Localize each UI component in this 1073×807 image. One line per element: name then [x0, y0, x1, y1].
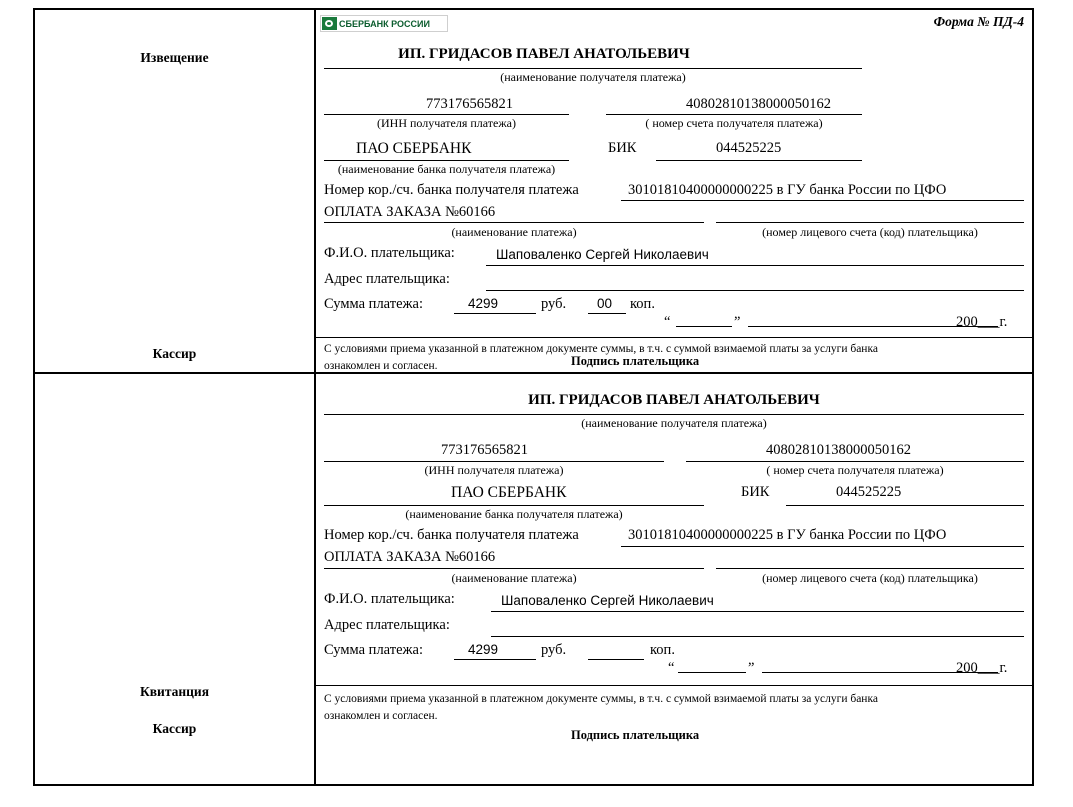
- date-quote-close-top: ”: [734, 314, 741, 330]
- agreement-line1-bottom: С условиями приема указанной в платежном документе суммы, в т.ч. с суммой взимаемой платы за услуги банка: [324, 693, 878, 705]
- payer-fio-value-top: Шаповаленко Сергей Николаевич: [496, 247, 709, 262]
- payment-name-rule-top: [324, 222, 704, 223]
- corr-account-rule-bottom: [621, 546, 1024, 547]
- account-caption-top: ( номер счета получателя платежа): [645, 116, 823, 130]
- amount-rub-rule-bottom: [454, 659, 536, 660]
- amount-kop-rule-bottom: [588, 659, 644, 660]
- sberbank-emblem-icon: [322, 17, 337, 30]
- payment-name-caption-top: (наименование платежа): [451, 225, 577, 239]
- payment-name-value-top: ОПЛАТА ЗАКАЗА №60166: [324, 204, 496, 220]
- payment-name-caption-bottom: (наименование платежа): [451, 571, 577, 585]
- bank-name-rule-top: [324, 160, 569, 161]
- payee-name-bottom: ИП. ГРИДАСОВ ПАВЕЛ АНАТОЛЬЕВИЧ: [528, 392, 820, 408]
- bank-name-caption-bottom: (наименование банка получателя платежа): [405, 507, 623, 521]
- amount-kop-rule-top: [588, 313, 626, 314]
- inn-caption-top: (ИНН получателя платежа): [377, 116, 516, 130]
- date-year-top: 200___г.: [956, 314, 1008, 330]
- cashier-label-top: Кассир: [152, 346, 197, 361]
- personal-account-caption-top: (номер лицевого счета (код) плательщика): [762, 225, 978, 239]
- inn-caption-bottom: (ИНН получателя платежа): [424, 463, 564, 477]
- date-day-rule-bottom: [678, 672, 746, 673]
- bank-name-rule-bottom: [324, 505, 704, 506]
- notice-half: [35, 10, 1032, 374]
- bik-label-top: БИК: [608, 140, 637, 156]
- bank-name-value-bottom: ПАО СБЕРБАНК: [451, 484, 567, 501]
- amount-rub-value-top: 4299: [468, 296, 499, 311]
- payee-name-rule-top: [324, 68, 862, 69]
- date-year-bottom: 200___г.: [956, 660, 1008, 676]
- personal-account-rule-top: [716, 222, 1024, 223]
- payer-fio-label-top: Ф.И.О. плательщика:: [324, 245, 455, 261]
- date-quote-open-bottom: “: [668, 660, 675, 676]
- payee-name-rule-bottom: [324, 414, 1024, 415]
- corr-account-value-top: 30101810400000000225 в ГУ банка России по ЦФО: [628, 182, 947, 198]
- receipt-label: Квитанция: [139, 684, 210, 699]
- agreement-line1-top: С условиями приема указанной в платежном документе суммы, в т.ч. с суммой взимаемой платы за услуги банка: [324, 343, 878, 355]
- receipt-right-column: [316, 374, 1032, 784]
- amount-rub-value-bottom: 4299: [468, 642, 499, 657]
- form-number-top: Форма № ПД-4: [933, 14, 1024, 29]
- inn-rule-top: [324, 114, 569, 115]
- inn-rule-bottom: [324, 461, 664, 462]
- agreement-line2-top: ознакомлен и согласен.: [324, 359, 438, 372]
- cashier-label-bottom: Кассир: [152, 721, 197, 736]
- amount-label-top: Сумма платежа:: [324, 296, 423, 312]
- account-value-top: 40802810138000050162: [686, 96, 831, 112]
- bank-name-caption-top: (наименование банка получателя платежа): [337, 162, 556, 176]
- amount-label-bottom: Сумма платежа:: [324, 642, 423, 658]
- receipt-left-column: [35, 374, 316, 784]
- bank-name-value-top: ПАО СБЕРБАНК: [356, 140, 472, 157]
- corr-account-rule-top: [621, 200, 1024, 201]
- inn-value-top: 773176565821: [426, 96, 513, 112]
- note-divider-top: [316, 337, 1032, 338]
- kop-label-bottom: коп.: [650, 642, 675, 658]
- date-quote-open-top: “: [664, 314, 671, 330]
- rub-label-bottom: руб.: [541, 642, 567, 658]
- payee-name-caption-top: (наименование получателя платежа): [500, 70, 686, 84]
- personal-account-rule-bottom: [716, 568, 1024, 569]
- qr-code: [882, 30, 1006, 154]
- corr-account-label-top: Номер кор./сч. банка получателя платежа: [324, 182, 579, 198]
- bik-value-top: 044525225: [716, 140, 782, 156]
- bik-value-bottom: 044525225: [836, 484, 902, 500]
- notice-right-column: [316, 10, 1032, 372]
- personal-account-caption-bottom: (номер лицевого счета (код) плательщика): [762, 571, 978, 585]
- corr-account-value-bottom: 30101810400000000225 в ГУ банка России по ЦФО: [628, 527, 947, 543]
- note-divider-bottom: [316, 685, 1032, 686]
- payer-address-label-top: Адрес плательщика:: [324, 271, 450, 287]
- payment-name-rule-bottom: [324, 568, 704, 569]
- payer-address-rule-top: [486, 290, 1024, 291]
- payment-form: [33, 8, 1034, 786]
- sberbank-logo: [320, 15, 448, 32]
- date-day-rule-top: [676, 326, 732, 327]
- bik-rule-top: [656, 160, 862, 161]
- payer-signature-label-top: Подпись плательщика: [571, 354, 700, 368]
- payer-fio-rule-top: [486, 265, 1024, 266]
- amount-rub-rule-top: [454, 313, 536, 314]
- account-caption-bottom: ( номер счета получателя платежа): [766, 463, 944, 477]
- account-rule-top: [606, 114, 862, 115]
- payee-name-caption-bottom: (наименование получателя платежа): [581, 416, 767, 430]
- account-rule-bottom: [686, 461, 1024, 462]
- notice-label: Извещение: [140, 50, 209, 65]
- payer-fio-value-bottom: Шаповаленко Сергей Николаевич: [501, 593, 714, 608]
- payer-address-rule-bottom: [491, 636, 1024, 637]
- kop-label-top: коп.: [630, 296, 655, 312]
- amount-kop-value-top: 00: [597, 296, 613, 311]
- corr-account-label-bottom: Номер кор./сч. банка получателя платежа: [324, 527, 579, 543]
- payment-name-value-bottom: ОПЛАТА ЗАКАЗА №60166: [324, 549, 496, 565]
- inn-value-bottom: 773176565821: [441, 442, 528, 458]
- agreement-line2-bottom: ознакомлен и согласен.: [324, 709, 438, 722]
- agreement-note-bottom: [324, 691, 1024, 724]
- receipt-half: [35, 374, 1032, 784]
- rub-label-top: руб.: [541, 296, 567, 312]
- date-quote-close-bottom: ”: [748, 660, 755, 676]
- account-value-bottom: 40802810138000050162: [766, 442, 911, 458]
- payee-name-top: ИП. ГРИДАСОВ ПАВЕЛ АНАТОЛЬЕВИЧ: [398, 46, 690, 62]
- payer-address-label-bottom: Адрес плательщика:: [324, 617, 450, 633]
- bik-rule-bottom: [786, 505, 1024, 506]
- notice-left-column: [35, 10, 316, 372]
- payer-fio-label-bottom: Ф.И.О. плательщика:: [324, 591, 455, 607]
- payer-fio-rule-bottom: [491, 611, 1024, 612]
- bik-label-bottom: БИК: [741, 484, 770, 500]
- sberbank-logo-text: СБЕРБАНК РОССИИ: [339, 18, 430, 29]
- payer-signature-label-bottom: Подпись плательщика: [571, 728, 700, 742]
